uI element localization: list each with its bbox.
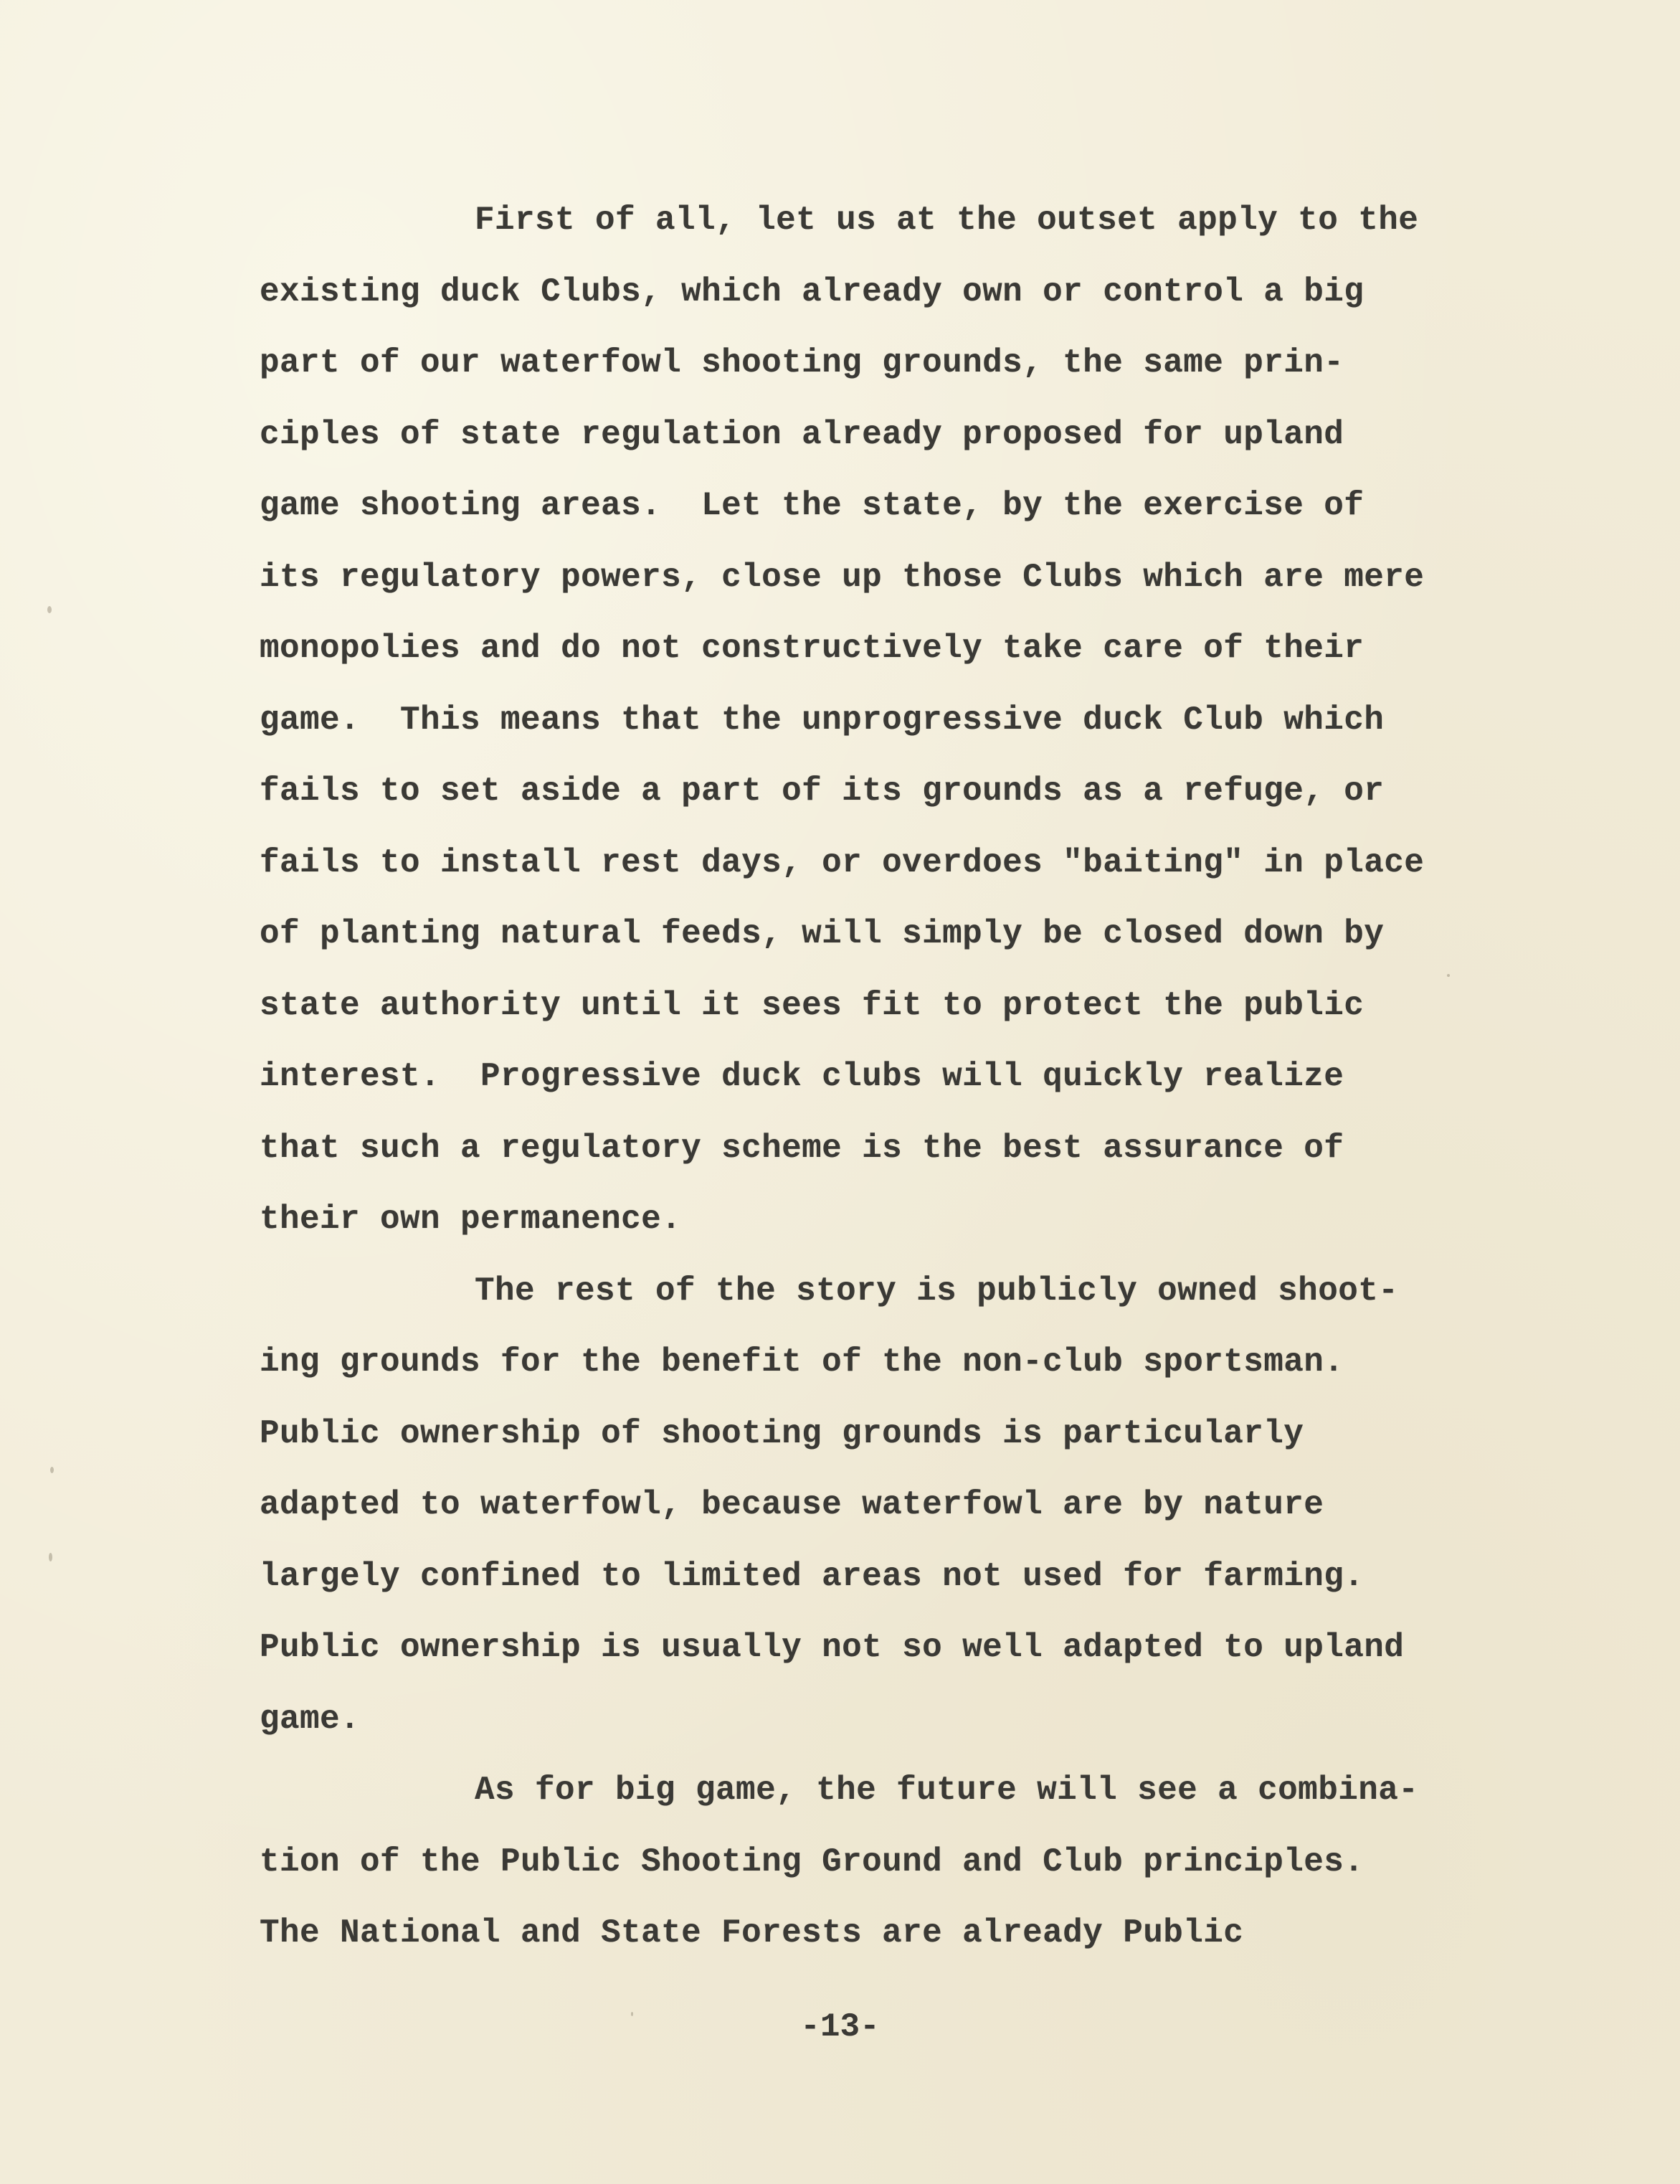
text-line: of planting natural feeds, will simply be closed down by: [260, 915, 1385, 952]
text-line: Public ownership of shooting grounds is particularly: [260, 1414, 1304, 1452]
text-line: largely confined to limited areas not used for farming.: [260, 1557, 1365, 1595]
text-line: fails to set aside a part of its grounds as a refuge, or: [260, 772, 1385, 810]
text-line: As for big game, the future will see a combina-: [475, 1772, 1419, 1809]
text-line: game. This means that the unprogressive duck Club which: [260, 701, 1385, 739]
paragraph-2: [260, 1256, 1522, 1756]
text-line: part of our waterfowl shooting grounds, the same prin-: [260, 344, 1344, 382]
text-line: game shooting areas. Let the state, by the exercise of: [260, 487, 1365, 524]
text-line: fails to install rest days, or overdoes "baiting" in place: [260, 843, 1425, 881]
text-line: adapted to waterfowl, because waterfowl are by nature: [260, 1486, 1324, 1523]
text-line: ing grounds for the benefit of the non-club sportsman.: [260, 1343, 1344, 1381]
text-line: state authority until it sees fit to protect the public: [260, 986, 1365, 1024]
text-line: its regulatory powers, close up those Clubs which are mere: [260, 558, 1425, 596]
paper-speck: [49, 1553, 52, 1561]
page-number: -13-: [800, 2008, 880, 2046]
text-line: that such a regulatory scheme is the best assurance of: [260, 1129, 1344, 1167]
text-line: existing duck Clubs, which already own or control a big: [260, 273, 1365, 311]
paragraph-1: [260, 185, 1522, 1256]
text-line: tion of the Public Shooting Ground and Club principles.: [260, 1843, 1365, 1881]
paper-speck: [50, 1467, 54, 1473]
paragraph-3: [260, 1755, 1522, 1970]
text-line: The rest of the story is publicly owned shoot-: [475, 1272, 1399, 1310]
text-line: game.: [260, 1700, 361, 1738]
text-line: interest. Progressive duck clubs will quickly realize: [260, 1058, 1344, 1095]
text-line: monopolies and do not constructively take care of their: [260, 630, 1365, 667]
body-text: [260, 185, 1522, 1970]
paper-speck: [47, 606, 52, 613]
text-line: First of all, let us at the outset apply to the: [475, 202, 1419, 239]
text-line: Public ownership is usually not so well adapted to upland: [260, 1629, 1405, 1666]
text-line: The National and State Forests are already Public: [260, 1914, 1244, 1952]
text-line: their own permanence.: [260, 1201, 682, 1238]
text-line: ciples of state regulation already proposed for upland: [260, 415, 1344, 453]
